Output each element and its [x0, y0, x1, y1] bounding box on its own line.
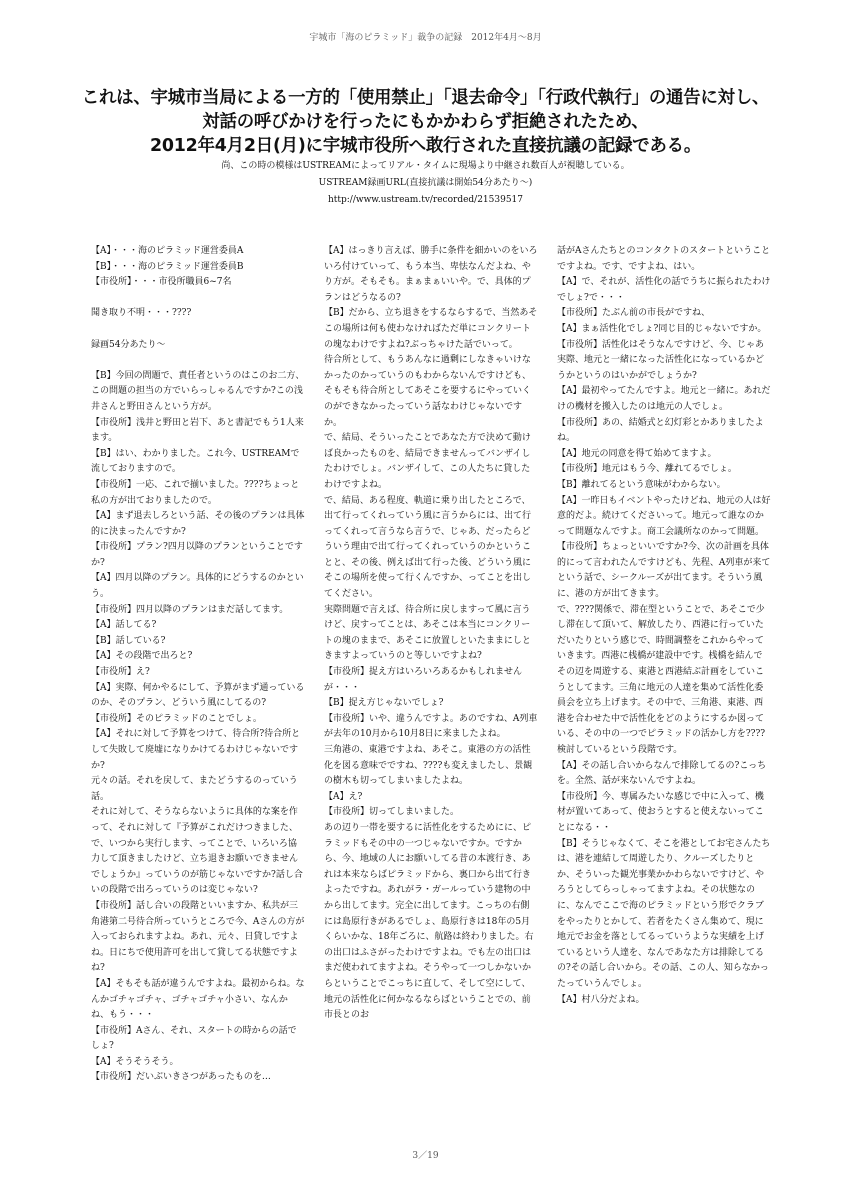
transcript-paragraph: 【市役所】そのピラミッドのことでしょ。 — [91, 713, 262, 724]
transcript-paragraph: 【市役所】切ってしまいました。 — [324, 807, 460, 818]
transcript-paragraph: 【A】地元の同意を得て始めてますよ。 — [557, 448, 717, 459]
transcript-paragraph — [91, 322, 305, 338]
transcript-paragraph: 【市役所】地元はもう今、離れてるでしょ。 — [557, 464, 737, 475]
transcript-paragraph: 【A】四月以降のプラン。具体的にどうするのかという。 — [91, 573, 304, 600]
transcript-paragraph: 【A】で、それが、活性化の話でうちに振られたわけでしょ?で・・・ — [557, 277, 771, 303]
ustream-url: http://www.ustream.tv/recorded/21539517 — [327, 195, 524, 205]
transcript-paragraph: 【市役所】だいぶいきさつがあったものを… — [91, 1072, 271, 1083]
transcript-paragraph: 【A】・・・海のピラミッド運営委員A — [91, 246, 244, 256]
transcript-paragraph: 【B】はい、わかりました。これ今、USTREAMで流しておりますので。 — [91, 448, 300, 475]
transcript-paragraph: で、????関係で、滞在型ということで、あそこで少し滞在して頂いて、解放したり、西港に行っていただいたりという感じで、時間調整をこれからやっていきます。西港に桟橋が建設中です。桟橋を結んでその辺を周遊する、東港と西港結ぶ計画をしていこうとしてます。三角に地元の人達を集めて活性化委員会を立ち上げます。その中で、三角港、東港、西港を合わせた中で活性化をどのようにするか図っている、その中の一つでピラミッドの活かし方を????検討しているという段階です。 — [557, 604, 766, 755]
transcript-paragraph: 録画54分あたり～ — [91, 339, 166, 350]
transcript-paragraph: 【市役所】四月以降のプランはまだ話してます。 — [91, 604, 289, 615]
transcript-paragraph: 【A】それに対して予算をつけて、待合所?待合所として失敗して廃墟になりかけてるわけじゃないですか? — [91, 729, 301, 771]
transcript-paragraph: 待合所として、もうあんなに過剰にしなきゃいけなかったのかっていうのもわからないんですけども、そもそも待合所としてあそこを要するにやっていくのができなかったっていう話なわけじゃないですか。 — [324, 355, 532, 428]
transcript-paragraph — [91, 353, 305, 369]
transcript-paragraph: 【市役所】・・・市役所職員6~7名 — [91, 277, 232, 288]
transcript-paragraph: 【市役所】たぶん前の市長がですね、 — [557, 308, 711, 319]
transcript-paragraph: 【A】そもそも話が違うんですよね。最初からね。なんかゴチャゴチャ、ゴチャゴチャ小さい、なんかね、もう・・・ — [91, 978, 305, 1021]
transcript-paragraph: 【市役所】一応、これで揃いました。????ちょっと私の方が出ておりましたので。 — [91, 479, 300, 506]
transcript-paragraph: それに対して、そうならないように具体的な案を作って、それに対して『予算がこれだけつきました、で、いつから実行します、ってことで、いろいろ協力して頂きましたけど、立ち退きお願いできませんでしょうか』っていうのが筋じゃないですか?話し合いの段階で出ろっていうのは変じゃない? — [91, 807, 303, 896]
transcript-paragraph: 【市役所】浅井と野田と岩下、あと書記でもう1人来ます。 — [91, 417, 304, 444]
transcript-paragraph: 【市役所】あの、結婚式と幻灯彩とかありましたよね。 — [557, 417, 764, 444]
transcript-paragraph: 【A】まぁ活性化でしょ?同じ目的じゃないですか。 — [557, 323, 767, 334]
note-line: USTREAM録画URL(直接抗議は開始54分あたり～) — [318, 178, 533, 188]
transcript-columns — [91, 244, 771, 1086]
transcript-paragraph: 話がAさんたちとのコンタクトのスタートということですよね。です、ですよね、はい。 — [557, 246, 771, 272]
transcript-paragraph: 【市役所】話し合いの段階といいますか、私共が三角港第二号待合所っていうところで今、Aさんの方が入っておられますよね。あれ、元々、日貸しですよね。日にちで使用許可を出して貸してる状態ですよね? — [91, 900, 305, 974]
page-number: 3／19 — [412, 1151, 439, 1161]
transcript-paragraph: 【市役所】今、専属みたいな感じで中に入って、機材が置いてあって、使おうとすると使えないってことになる・・ — [557, 791, 764, 833]
transcript-paragraph: 【B】捉え方じゃないでしょ? — [324, 698, 444, 709]
transcript-paragraph: あの辺り一帯を要するに活性化をするためにに、ピラミッドもその中の一つじゃないですか。ですから、今、地域の人にお願いしてる昔の本渡行き、あれは本来ならばピラミッドから、裏口から出て行きよったですね。あれがラ・ガールっていう建物の中から出してます。完全に出してます。こっちの右側には島原行きがあるでしょ、島原行きは18年の5月くらいかな、18年ごろに、航路は終わりました。右の出口はふさがったわけですよね。でも左の出口はまだ使われてますよね。そうやって一つしかないからということでこっちに直して、そして空にして、地元の活性化に何かなるならばということでの、前市長とのお — [324, 822, 534, 1021]
transcript-paragraph: 【A】その話し合いからなんで排除してるの?こっちを。全然、話が来ないんですよね。 — [557, 760, 767, 787]
transcript-column-2 — [324, 244, 538, 1086]
transcript-paragraph: 【B】離れてるという意味がわからない。 — [557, 479, 726, 490]
transcript-paragraph: 【A】村八分だよね。 — [557, 994, 645, 1005]
headline-line: 2012年4月2日(月)に宇城市役所へ敢行された直接抗議の記録である。 — [149, 136, 702, 156]
transcript-paragraph: 【A】そうそうそう。 — [91, 1056, 179, 1067]
transcript-paragraph: 【A】最初やってたんですよ。地元と一緒に。あれだけの機材を搬入したのは地元の人でしょ。 — [557, 386, 771, 412]
transcript-paragraph: 【市役所】ちょっといいですか?今、次の計画を具体的にって言われたんですけども、先程、A列車が来てという話で、シークルーズが出てます。そういう風に、港の方が出てきます。 — [557, 542, 771, 600]
transcript-paragraph: 【A】まず退去しろという話、その後のプランは具体的に決まったんですか? — [91, 511, 305, 537]
broadcast-notes — [0, 158, 851, 209]
transcript-paragraph: 【A】話してる? — [91, 620, 157, 631]
transcript-paragraph: 【B】そうじゃなくて、そこを港としてお宅さんたちは、港を連結して周遊したり、クルーズしたりとか、そういった観光事業かかわらないですけど、やろうとしてらっしゃってますよね。その状態なのに、なんでここで海のピラミッドという形でクラブをやったりとかして、若者をたくさん集めて、現に地元でお金を落としてるっていうような実績を上げているという人達を、なんであなた方は排除してるの?その話し合いから。その話、この人、知らなかったっていうんでしょ。 — [557, 838, 771, 989]
transcript-paragraph: 【市役所】え? — [91, 667, 150, 678]
headline-line: 対話の呼びかけを行ったにもかかわらず拒絶されたため、 — [202, 112, 649, 132]
transcript-paragraph: 【B】話している? — [91, 635, 166, 646]
transcript-paragraph: 三角港の、東港ですよね、あそこ。東港の方の活性化を図る意味でですね、????も変えましたし、景観の樹木も切ってしまいましたよね。 — [324, 745, 533, 787]
transcript-paragraph: 【市役所】いや、違うんですよ。あのですね、A列車が去年の10月から10月8日に来ましたよね。 — [324, 713, 538, 740]
transcript-paragraph: で、結局、ある程度、軌道に乗り出したところで、出て行ってくれっていう風に言うからには、出て行ってくれって言うなら言うで、じゃあ、だったらどういう理由で出て行ってくれっていうのかということと、その後、例えば出て行った後、どういう風にそこの場所を使って行くんですか、ってことを出してください。 — [324, 495, 532, 600]
transcript-paragraph: 【B】だから、立ち退きをするならするで、当然あそこの場所は何も使わなければただ単にコンクリートの塊なわけですよね?ぶっちゃけた話でいって。 — [324, 308, 538, 350]
transcript-paragraph: 【A】実際、何かやるにして、予算がまず通っているのか、そのプラン、どういう風にしてるの? — [91, 682, 305, 709]
transcript-paragraph: 【市役所】Aさん、それ、スタートの時からの話でしょ? — [91, 1025, 297, 1052]
transcript-column-1 — [91, 244, 305, 1086]
transcript-paragraph: 【B】・・・海のピラミッド運営委員B — [91, 261, 244, 272]
transcript-paragraph: 【A】はっきり言えば、勝手に条件を細かいのをいろいろ付けていって、もう本当、卑怯なんだよね、やり方が。そもそも。まぁまぁいいや。で、具体的プランはどうなるの? — [324, 246, 538, 303]
transcript-paragraph: 【A】一昨日もイベントやったけどね、地元の人は好意的だよ。続けてくださいって。地元って誰なのかって問題なんですよ。商工会議所なのかって問題。 — [557, 495, 771, 537]
transcript-paragraph: で、結局、そういったことであなた方で決めて動けば良かったものを、結局できませんってバンザイしたわけでしょ。バンザイして、この人たちに貸したわけですよね。 — [324, 433, 531, 490]
transcript-paragraph: 聞き取り不明・・・???? — [91, 308, 192, 319]
headline-line: これは、宇城市当局による一方的「使用禁止」「退去命令」「行政代執行」の通告に対し、 — [81, 88, 770, 108]
transcript-paragraph: 【B】今回の問題で、責任者というのはこのお二方、この問題の担当の方でいらっしゃるんですか?この浅井さんと野田さんという方が。 — [91, 370, 305, 412]
transcript-paragraph: 【市役所】活性化はそうなんですけど、今、じゃあ実際、地元と一緒になった活性化になっているかどうかというのはいかがでしょうか? — [557, 339, 765, 381]
transcript-column-3 — [557, 244, 771, 1086]
document-headline — [40, 86, 811, 158]
transcript-paragraph: 【市役所】プラン?四月以降のプランということですか? — [91, 542, 303, 568]
note-line: 尚、この時の模様はUSTREAMによってリアル・タイムに現場より中継され数百人が視聴している。 — [221, 161, 630, 171]
transcript-paragraph: 【A】その段階で出ろと? — [91, 651, 193, 662]
transcript-paragraph: 元々の話。それを戻して、またどうするのっていう話。 — [91, 776, 298, 802]
transcript-paragraph: 【A】え? — [324, 791, 363, 802]
transcript-paragraph: 実際問題で言えば、待合所に戻しますって風に言うけど、戻すってことは、あそこは本当にコンクリートの塊のままで、あそこに放置しといたままにしときますよっていうのと等しいですよね? — [324, 604, 531, 662]
transcript-paragraph: 【市役所】捉え方はいろいろあるかもしれませんが・・・ — [324, 667, 523, 693]
transcript-paragraph — [91, 291, 305, 307]
running-header: 宇城市「海のピラミッド」裁争の記録 2012年4月～8月 — [309, 33, 542, 43]
